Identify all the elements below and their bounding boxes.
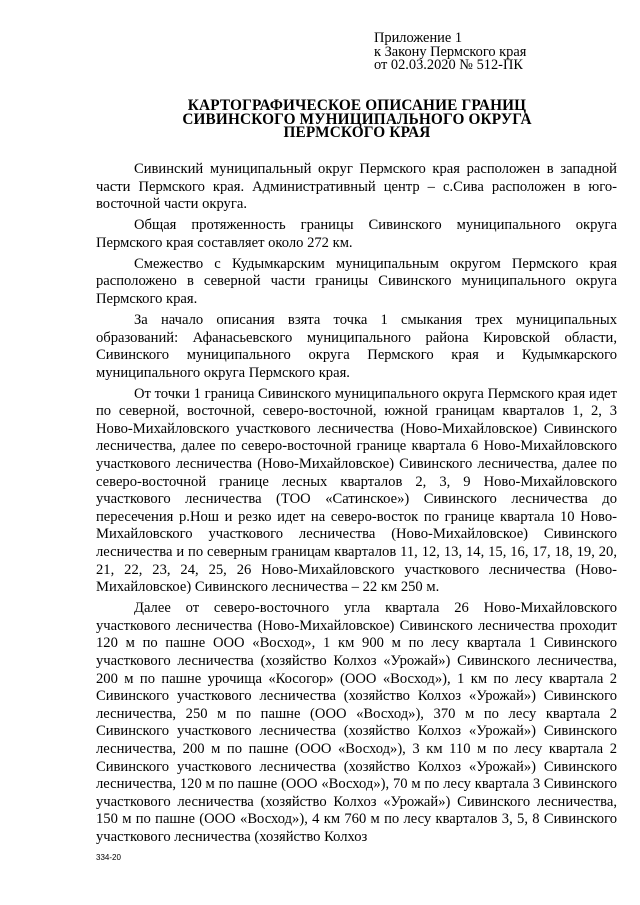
document-title [96, 99, 618, 140]
title-line-2: СИВИНСКОГО МУНИЦИПАЛЬНОГО ОКРУГА [182, 110, 532, 128]
paragraph-length: Общая протяженность границы Сивинского муниципального округа Пермского края составляет около 272 км. [96, 217, 617, 251]
paragraph-boundary-segment-1: От точки 1 граница Сивинского муниципального округа Пермского края идет по северной, восточной, северо-восточной, южной границам кварталов 1, 2, 3 Ново-Михайловского участкового лесничества (Ново-Михайловское) Сивинского лесничества, далее по северо-восточной границе квартала 6 Ново-Михайловского участкового лесничества (Ново-Михайловское) Сивинского лесничества, далее по северо-восточной границе лесных кварталов 2, 3, 9 Ново-Михайловского участкового лесничества (ТОО «Сатинское») Сивинского лесничества до пересечения р.Нош и резко идет на северо-восток по границе квартала 10 Ново-Михайловского участкового лесничества (Ново-Михайловское) Сивинского лесничества и по северным границам кварталов 11, 12, 13, 14, 15, 16, 17, 18, 19, 20, 21, 22, 23, 24, 25, 26 Ново-Михайловского участкового лесничества (Ново-Михайловское) Сивинского лесничества – 22 км 250 м. [96, 385, 617, 596]
title-line-1: КАРТОГРАФИЧЕСКОЕ ОПИСАНИЕ ГРАНИЦ [187, 97, 527, 114]
paragraph-start-point: За начало описания взята точка 1 смыкания трех муниципальных образований: Афанасьевского муниципального района Кировской области, Сивинского муниципального округа Пермского края и Кудымкарского муниципального округа Пермского края. [96, 311, 617, 381]
page-footer-code: 334-20 [96, 853, 121, 862]
appendix-header [374, 32, 614, 73]
paragraph-boundary-segment-2: Далее от северо-восточного угла квартала 26 Ново-Михайловского участкового лесничества (Ново-Михайловское) Сивинского лесничества проходит 120 м по пашне ООО «Восход», 1 км 900 м по лесу квартала 1 Сивинского участкового лесничества (хозяйство Колхоз «Урожай») Сивинского лесничества, 200 м по пашне урочища «Косогор» (ООО «Восход»), 1 км по лесу квартала 2 Сивинского участкового лесничества (хозяйство Колхоз «Урожай») Сивинского лесничества, 250 м по пашне (ООО «Восход»), 370 м по лесу квартала 2 Сивинского участкового лесничества (хозяйство Колхоз «Урожай») Сивинского лесничества, 200 м по пашне (ООО «Восход»), 3 км 110 м по лесу квартала 2 Сивинского участкового лесничества (хозяйство Колхоз «Урожай») Сивинского лесничества, 120 м по пашне (ООО «Восход»), 70 м по лесу квартала 3 Сивинского участкового лесничества (хозяйство Колхоз «Урожай») Сивинского лесничества, 150 м по пашне (ООО «Восход»), 4 км 760 м по лесу кварталов 3, 5, 8 Сивинского участкового лесничества (хозяйство Колхоз [96, 600, 617, 845]
paragraph-adjacency: Смежество с Кудымкарским муниципальным округом Пермского края расположено в северной части границы Сивинского муниципального округа Пермского края. [96, 255, 617, 307]
document-body [96, 161, 617, 850]
paragraph-location: Сивинский муниципальный округ Пермского края расположен в западной части Пермского края. Административный центр – с.Сива расположен в юго-восточной части округа. [96, 161, 617, 213]
appendix-number: Приложение 1 [374, 30, 463, 46]
appendix-law-date: от 02.03.2020 № 512-ПК [374, 57, 523, 73]
appendix-law-reference: к Закону Пермского края [374, 43, 527, 60]
title-line-3: ПЕРМСКОГО КРАЯ [283, 124, 431, 141]
